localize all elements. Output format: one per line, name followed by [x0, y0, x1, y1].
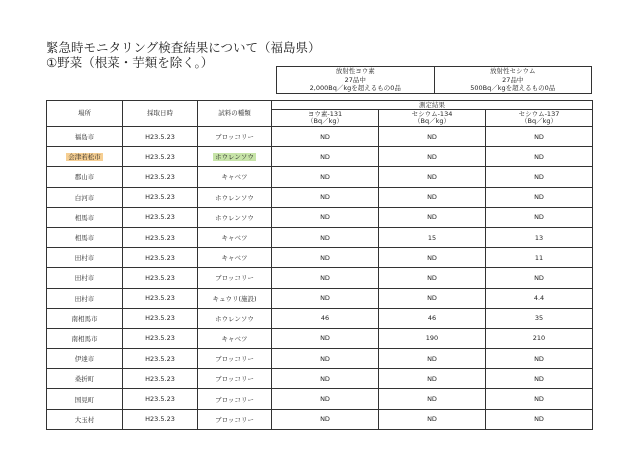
- cell-place-text: 田村市: [74, 254, 95, 263]
- table-row: [47, 227, 593, 247]
- cell-cs137: [486, 369, 593, 389]
- cell-place: [47, 268, 123, 288]
- table-row: [47, 127, 593, 147]
- iodine-summary-line: 27品中: [344, 75, 366, 84]
- header-cs137: [486, 110, 593, 127]
- cell-cs134-text: ND: [427, 273, 437, 282]
- cell-place-text: 会津若松市: [68, 153, 101, 162]
- cell-item-text: キャベツ: [221, 173, 248, 182]
- cell-item-text: ブロッコリー: [215, 375, 254, 384]
- header-item: 試料の種類: [198, 101, 272, 127]
- iodine-summary-cell: [277, 67, 435, 94]
- cell-cs137-text: ND: [534, 374, 544, 383]
- cell-cs137: [486, 207, 593, 227]
- cell-cs134: [379, 389, 486, 409]
- cell-item: [198, 167, 272, 187]
- cell-date-text: H23.5.23: [145, 172, 175, 181]
- cell-place: [47, 187, 123, 207]
- table-row: [47, 167, 593, 187]
- cell-i131-text: ND: [320, 213, 330, 222]
- header-place: 場所: [47, 101, 123, 127]
- cell-item: [198, 389, 272, 409]
- cell-place-text: 郡山市: [74, 173, 95, 182]
- cell-place-text: 相馬市: [74, 234, 95, 243]
- table-row: [47, 389, 593, 409]
- cell-cs134-text: ND: [427, 374, 437, 383]
- cell-cs134: [379, 308, 486, 328]
- cell-place: [47, 248, 123, 268]
- cell-place-text: 国見町: [74, 395, 95, 404]
- cell-i131-text: ND: [320, 172, 330, 181]
- cell-place-text: 白河市: [74, 193, 95, 202]
- cell-cs134-text: ND: [427, 132, 437, 141]
- header-result: 測定結果: [272, 101, 593, 110]
- cell-cs137-text: 13: [534, 233, 544, 242]
- cell-i131-text: ND: [320, 152, 330, 161]
- cell-cs134-text: 46: [427, 314, 437, 323]
- cell-cs137: [486, 409, 593, 429]
- cell-i131: [272, 328, 379, 348]
- cesium-summary-line: 500Bq／kgを超えるもの0品: [470, 84, 556, 93]
- cell-item: [198, 308, 272, 328]
- cell-place: [47, 409, 123, 429]
- iodine-summary-line: 2,000Bq／kgを超えるもの0品: [309, 84, 401, 93]
- cell-place: [47, 308, 123, 328]
- page-title: 緊急時モニタリング検査結果について（福島県）: [46, 40, 321, 55]
- cell-date: [123, 369, 198, 389]
- cell-i131: [272, 308, 379, 328]
- cesium-summary-cell: [434, 67, 592, 94]
- cell-i131-text: ND: [320, 132, 330, 141]
- cell-cs134: [379, 248, 486, 268]
- cell-cs137-text: ND: [534, 172, 544, 181]
- cell-date-text: H23.5.23: [145, 294, 175, 303]
- cell-cs134-text: ND: [427, 415, 437, 424]
- cell-date: [123, 167, 198, 187]
- cell-cs137: [486, 227, 593, 247]
- cell-cs137: [486, 167, 593, 187]
- cell-date-text: H23.5.23: [145, 152, 175, 161]
- cell-i131-text: 46: [320, 314, 330, 323]
- cell-i131: [272, 248, 379, 268]
- table-row: [47, 328, 593, 348]
- cell-item: [198, 288, 272, 308]
- cell-i131: [272, 207, 379, 227]
- cell-i131-text: ND: [320, 294, 330, 303]
- header-i131: [272, 110, 379, 127]
- cell-date-text: H23.5.23: [145, 193, 175, 202]
- cell-place-text: 南相馬市: [71, 334, 98, 343]
- cell-cs134-text: ND: [427, 172, 437, 181]
- cell-cs137-text: ND: [534, 132, 544, 141]
- cell-item: [198, 268, 272, 288]
- table-row: [47, 187, 593, 207]
- cell-cs137-text: ND: [534, 354, 544, 363]
- cell-cs137-text: 210: [532, 334, 546, 343]
- cell-item-text: ホウレンソウ: [215, 193, 254, 202]
- cell-i131-text: ND: [320, 193, 330, 202]
- cell-cs137-text: 11: [534, 253, 544, 262]
- cell-i131: [272, 227, 379, 247]
- cell-cs137: [486, 187, 593, 207]
- header-i131-label: ヨウ素-131: [307, 110, 343, 118]
- cell-item-text: ブロッコリー: [215, 274, 254, 283]
- cell-cs134-text: ND: [427, 354, 437, 363]
- cell-date: [123, 147, 198, 167]
- cell-cs134: [379, 207, 486, 227]
- cell-item-text: キャベツ: [221, 254, 248, 263]
- cell-i131: [272, 349, 379, 369]
- cell-cs134-text: 15: [427, 233, 437, 242]
- cell-item: [198, 248, 272, 268]
- cell-place-text: 伊達市: [74, 355, 95, 364]
- cell-cs134: [379, 227, 486, 247]
- cell-cs134: [379, 409, 486, 429]
- cell-date: [123, 288, 198, 308]
- cell-date: [123, 328, 198, 348]
- cell-cs134: [379, 349, 486, 369]
- cell-place: [47, 227, 123, 247]
- table-row: [47, 147, 593, 167]
- cell-i131: [272, 268, 379, 288]
- cell-date: [123, 349, 198, 369]
- cell-item: [198, 207, 272, 227]
- cell-i131-text: ND: [320, 334, 330, 343]
- cell-place-text: 田村市: [74, 274, 95, 283]
- header-unit: （Bq／kg）: [521, 117, 557, 125]
- table-row: [47, 207, 593, 227]
- cell-i131: [272, 389, 379, 409]
- cell-date: [123, 227, 198, 247]
- cell-i131: [272, 147, 379, 167]
- cell-cs137-text: ND: [534, 415, 544, 424]
- cell-date: [123, 268, 198, 288]
- cell-item-text: キャベツ: [221, 334, 248, 343]
- header-unit: （Bq／kg）: [414, 117, 450, 125]
- cell-cs134: [379, 288, 486, 308]
- cell-item: [198, 127, 272, 147]
- cell-i131: [272, 167, 379, 187]
- cell-date-text: H23.5.23: [145, 253, 175, 262]
- header-cs134: [379, 110, 486, 127]
- cell-item: [198, 409, 272, 429]
- cell-cs137-text: 35: [534, 314, 544, 323]
- cell-cs134-text: ND: [427, 213, 437, 222]
- cell-i131-text: ND: [320, 374, 330, 383]
- cesium-summary-line: 27品中: [502, 75, 524, 84]
- cell-place: [47, 207, 123, 227]
- cell-place-text: 相馬市: [74, 213, 95, 222]
- table-row: [47, 369, 593, 389]
- cell-place: [47, 147, 123, 167]
- cell-cs137-text: ND: [534, 213, 544, 222]
- results-table: [46, 100, 593, 430]
- cell-cs137: [486, 349, 593, 369]
- cell-place-text: 桑折町: [74, 375, 95, 384]
- cell-place-text: 大玉村: [74, 415, 95, 424]
- cell-date-text: H23.5.23: [145, 233, 175, 242]
- cell-item-text: ホウレンソウ: [215, 213, 254, 222]
- table-row: [47, 288, 593, 308]
- cell-i131-text: ND: [320, 253, 330, 262]
- cell-place: [47, 167, 123, 187]
- cell-date-text: H23.5.23: [145, 415, 175, 424]
- results-table-body: [47, 127, 593, 430]
- cell-cs137: [486, 328, 593, 348]
- cell-place-text: 南相馬市: [71, 314, 98, 323]
- cell-cs137: [486, 268, 593, 288]
- table-row: [47, 268, 593, 288]
- cell-cs134: [379, 369, 486, 389]
- section-subtitle: ①野菜（根菜・芋類を除く。）: [46, 55, 214, 70]
- cell-cs137: [486, 389, 593, 409]
- cell-cs134: [379, 268, 486, 288]
- cell-cs137-text: ND: [534, 193, 544, 202]
- cell-cs137: [486, 127, 593, 147]
- cell-date: [123, 127, 198, 147]
- cell-cs137-text: ND: [534, 395, 544, 404]
- cell-cs137: [486, 308, 593, 328]
- cell-date: [123, 308, 198, 328]
- cell-cs134-text: ND: [427, 395, 437, 404]
- header-cs137-label: セシウム-137: [518, 110, 560, 118]
- cell-item: [198, 227, 272, 247]
- cell-cs134: [379, 167, 486, 187]
- cell-cs137-text: ND: [534, 152, 544, 161]
- cell-i131-text: ND: [320, 354, 330, 363]
- cell-cs137: [486, 288, 593, 308]
- cell-cs134-text: ND: [427, 253, 437, 262]
- cell-cs137: [486, 147, 593, 167]
- cell-i131: [272, 409, 379, 429]
- cell-item-text: ブロッコリー: [215, 415, 254, 424]
- cell-cs134-text: ND: [427, 294, 437, 303]
- cell-item-text: ブロッコリー: [215, 355, 254, 364]
- cell-place: [47, 288, 123, 308]
- cell-cs134-text: 190: [425, 334, 439, 343]
- cell-cs134: [379, 187, 486, 207]
- cell-item-text: ホウレンソウ: [215, 153, 254, 162]
- cell-i131: [272, 187, 379, 207]
- cell-i131: [272, 288, 379, 308]
- cell-date-text: H23.5.23: [145, 334, 175, 343]
- header-cs134-label: セシウム-134: [411, 110, 453, 118]
- cell-date-text: H23.5.23: [145, 374, 175, 383]
- iodine-summary-line: 放射性ヨウ素: [335, 67, 375, 76]
- cell-cs137-text: ND: [534, 273, 544, 282]
- cell-date: [123, 409, 198, 429]
- cell-item: [198, 369, 272, 389]
- cell-i131-text: ND: [320, 273, 330, 282]
- table-row: [47, 308, 593, 328]
- cell-date: [123, 389, 198, 409]
- cell-item: [198, 349, 272, 369]
- cell-date-text: H23.5.23: [145, 314, 175, 323]
- cell-i131: [272, 369, 379, 389]
- summary-table: [276, 66, 592, 94]
- cell-cs134: [379, 127, 486, 147]
- header-unit: （Bq／kg）: [307, 117, 343, 125]
- cell-item: [198, 147, 272, 167]
- cell-item-text: ブロッコリー: [215, 395, 254, 404]
- cell-date: [123, 187, 198, 207]
- cell-place-text: 田村市: [74, 294, 95, 303]
- cell-place: [47, 369, 123, 389]
- table-row: [47, 349, 593, 369]
- cesium-summary-line: 放射性セシウム: [490, 67, 536, 76]
- cell-item-text: キュウリ(施設): [212, 294, 257, 303]
- cell-date-text: H23.5.23: [145, 395, 175, 404]
- cell-date-text: H23.5.23: [145, 213, 175, 222]
- header-date: 採取日時: [123, 101, 198, 127]
- cell-date: [123, 207, 198, 227]
- cell-date-text: H23.5.23: [145, 273, 175, 282]
- cell-cs137-text: 4.4: [533, 294, 545, 303]
- cell-item-text: ホウレンソウ: [215, 314, 254, 323]
- cell-item-text: ブロッコリー: [215, 133, 254, 142]
- cell-cs134-text: ND: [427, 152, 437, 161]
- cell-cs134-text: ND: [427, 193, 437, 202]
- table-row: [47, 248, 593, 268]
- cell-date-text: H23.5.23: [145, 354, 175, 363]
- cell-i131-text: ND: [320, 395, 330, 404]
- cell-date-text: H23.5.23: [145, 132, 175, 141]
- cell-place: [47, 127, 123, 147]
- cell-i131: [272, 127, 379, 147]
- cell-i131-text: ND: [320, 415, 330, 424]
- cell-i131-text: ND: [320, 233, 330, 242]
- cell-cs134: [379, 147, 486, 167]
- cell-place: [47, 389, 123, 409]
- cell-item-text: キャベツ: [221, 234, 248, 243]
- cell-item: [198, 328, 272, 348]
- cell-place: [47, 328, 123, 348]
- cell-date: [123, 248, 198, 268]
- cell-cs137: [486, 248, 593, 268]
- cell-cs134: [379, 328, 486, 348]
- cell-place: [47, 349, 123, 369]
- cell-place-text: 福島市: [74, 133, 95, 142]
- table-row: [47, 409, 593, 429]
- cell-item: [198, 187, 272, 207]
